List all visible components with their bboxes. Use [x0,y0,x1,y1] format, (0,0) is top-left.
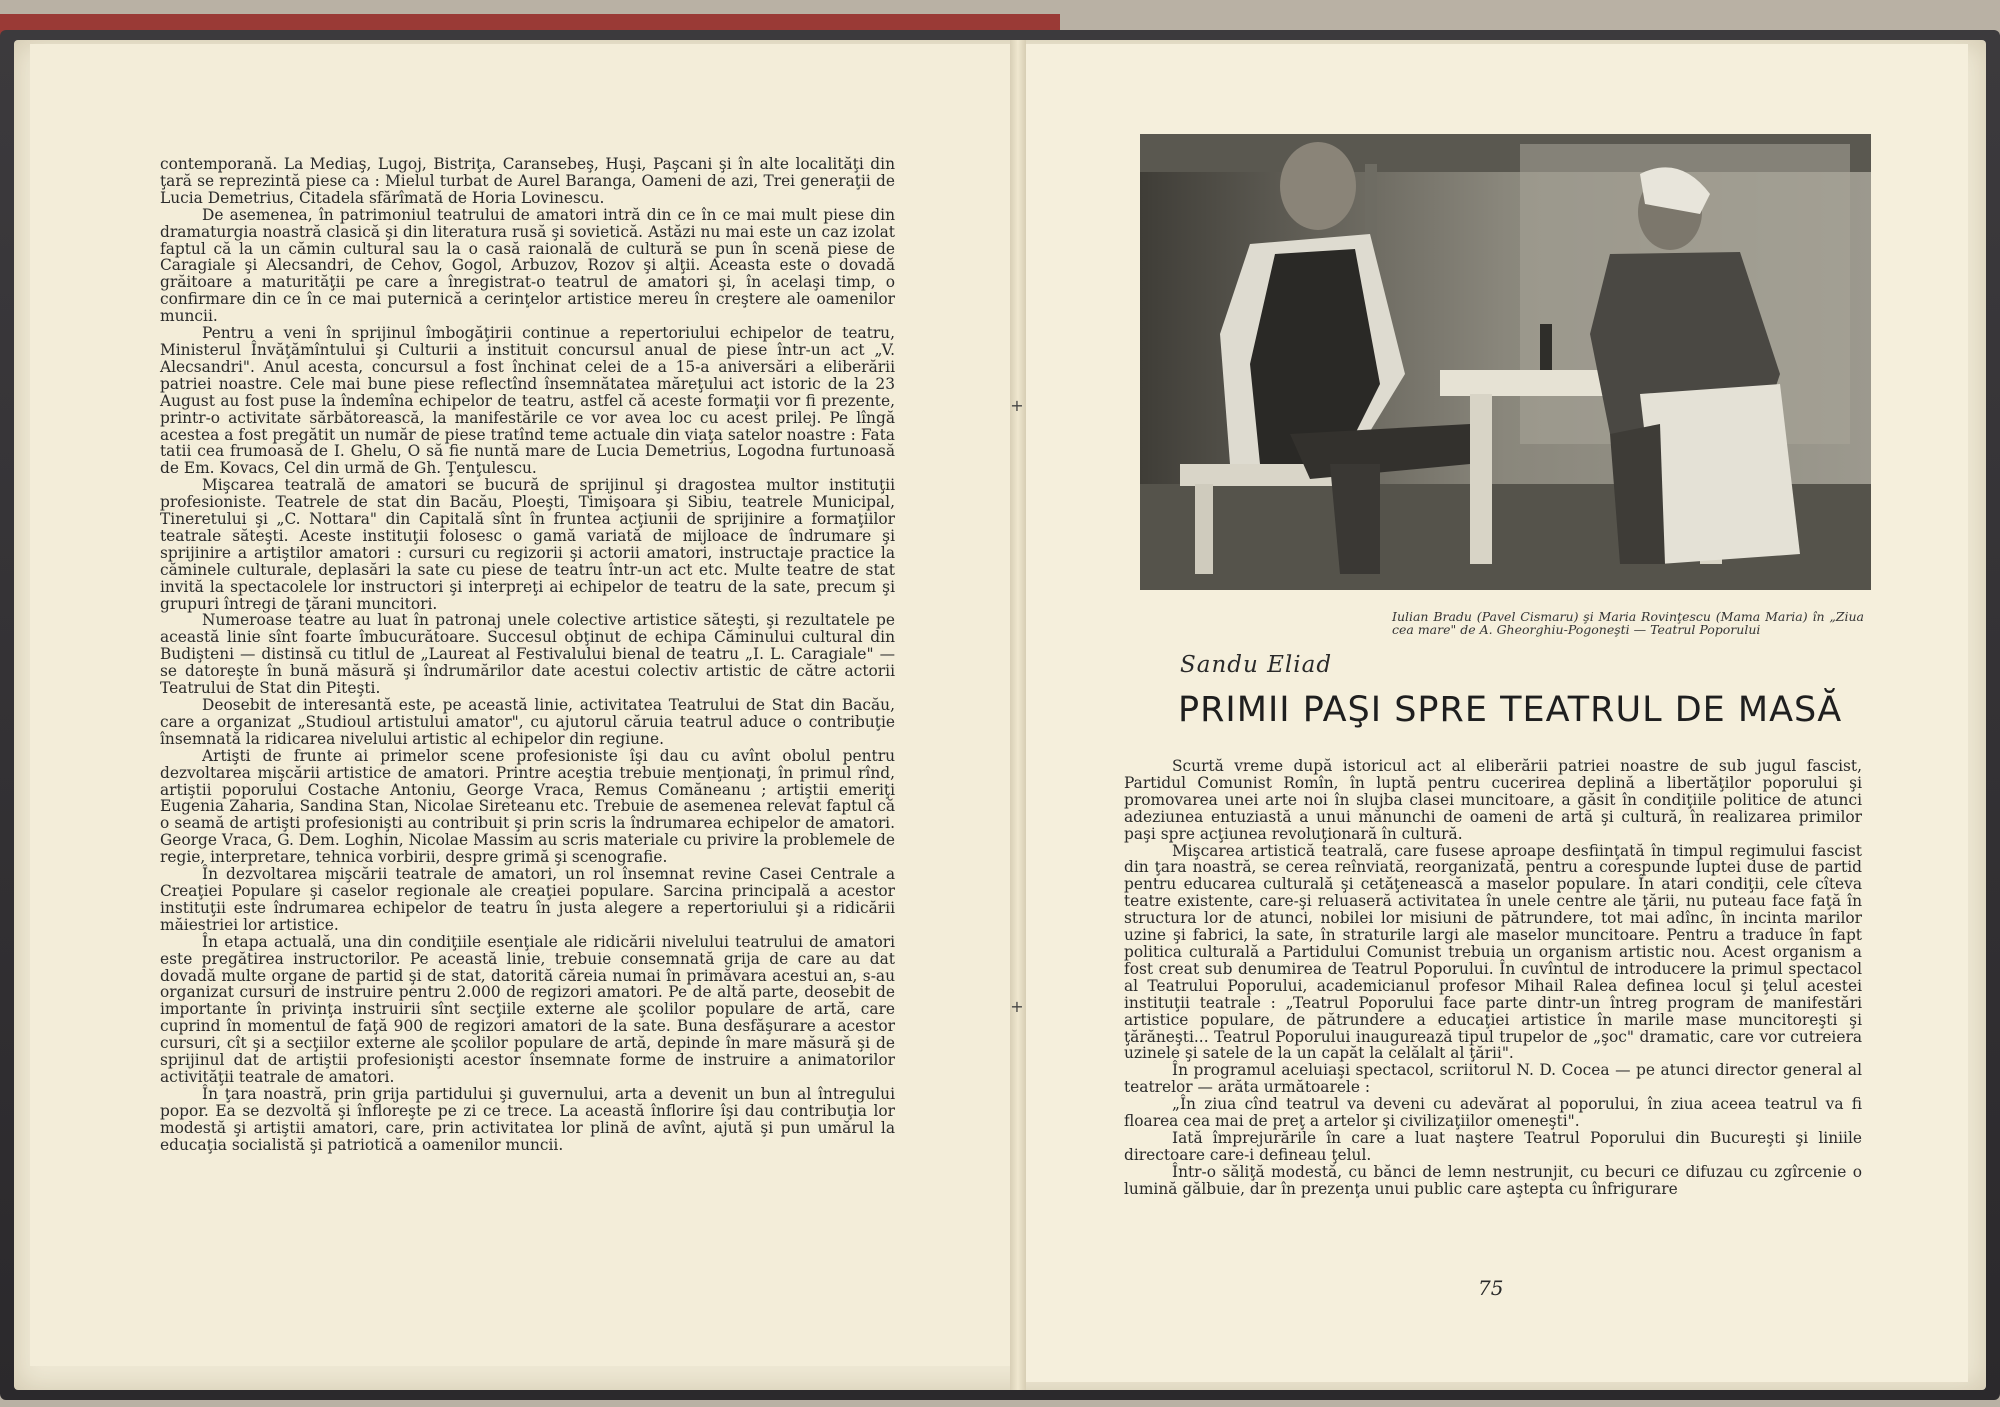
paragraph: În dezvoltarea mişcării teatrale de amatori, un rol însemnat revine Casei Centrale a Creaţiei Populare şi caselor regionale ale creaţiei populare. Sarcina principală a acestor instituţii este îndrumarea echipelor de teatru în justa alegere a repertoriului şi a ridicării măiestriei lor artistice. [160,865,895,934]
article-author: Sandu Eliad [1180,652,1333,678]
photo-caption: Iulian Bradu (Pavel Cismaru) şi Maria Rovinţescu (Mama Maria) în „Ziua cea mare" de A. Gheorghiu-Pogoneşti — Teatrul Poporului [1392,609,1864,637]
paragraph: „În ziua cînd teatrul va deveni cu adevărat al poporului, în ziua aceea teatrul va fi floarea cea mai de preţ a artelor şi civilizaţiilor omeneşti". [1124,1095,1862,1131]
paragraph: Deosebit de interesantă este, pe această linie, activitatea Teatrului de Stat din Bacău, care a organizat „Studioul artistului amator", cu ajutorul căruia teatrul aduce o contribuţie însemnată la ridicarea nivelului artistic al echipelor din regiune. [160,696,895,748]
paragraph: contemporană. La Mediaş, Lugoj, Bistriţa, Caransebeş, Huşi, Paşcani şi în alte localităţi din ţară se reprezintă piese ca : Mielul turbat de Aurel Baranga, Oameni de azi, Trei generaţii de Lucia Demetrius, Citadela sfărîmată de Horia Lovinescu. [160,155,895,207]
paragraph: Într-o săliţă modestă, cu bănci de lemn nestrunjit, cu becuri ce difuzau cu zgîrcenie o lumină gălbuie, dar în prezenţa unui public care aştepta cu înfrigurare [1124,1162,1862,1198]
right-page-text-column [1124,758,1862,1198]
paragraph: Mişcarea teatrală de amatori se bucură de sprijinul şi dragostea multor instituţii profesioniste. Teatrele de stat din Bacău, Ploeşti, Timişoara şi Sibiu, teatrele Municipal, Tineretului şi „C. Nottara" din Capitală sînt în fruntea acţiunii de sprijinire a formaţiilor teatrale săteşti. Aceste instituţii folosesc o gamă variată de mijloace de îndrumare şi sprijinire a artiştilor amatori : cursuri cu regizorii şi actorii amatori, instructaje practice la căminele culturale, deplasări la sate cu piese de teatru într-un act etc. Multe teatre de stat invită la spectacolele lor instructori şi interpreţi ai echipelor de teatru de la sate, precum şi grupuri întregi de ţărani muncitori. [160,476,895,613]
paragraph: Mişcarea artistică teatrală, care fusese aproape desfiinţată în timpul regimului fascist din ţara noastră, se cerea reînviată, reorganizată, pentru a corespunde luptei duse de partid pentru educarea culturală şi cetăţenească a maselor populare. În atari condiţii, cele cîteva teatre existente, care-şi reluaseră activitatea în unele centre ale ţării, nu puteau face faţă în structura lor de atunci, nobilei lor misiuni de pătrundere, tot mai adînc, în incinta marilor uzine şi fabrici, la sate, în straturile largi ale maselor muncitoare. Pentru a traduce în fapt politica culturală a Partidului Comunist trebuia un organism artistic nou. Acest organism a fost creat sub denumirea de Teatrul Poporului. În cuvîntul de introducere la primul spectacol al Teatrului Poporului, academicianul profesor Mihail Ralea definea locul şi ţelul acestei instituţii teatrale : „Teatrul Poporului face parte dintr-un întreg program de manifestări artistice populare, de pătrundere a educaţiei artistice în marile mase muncitoreşti şi ţărăneşti... Teatrul Poporului inaugurează tipul trupelor de „şoc" dramatic, care vor cutreiera uzinele şi satele de la un capăt la celălalt al ţării". [1124,841,1862,1063]
paragraph: Artişti de frunte ai primelor scene profesioniste îşi dau cu avînt obolul pentru dezvoltarea mişcării artistice de amatori. Printre aceştia trebuie menţionaţi, în primul rînd, artiştii poporului Costache Antoniu, George Vraca, Remus Comăneanu ; artiştii emeriţi Eugenia Zaharia, Sandina Stan, Nicolae Sireteanu etc. Trebuie de asemenea relevat faptul că o seamă de artişti profesionişti au contribuit şi prin scris la îndrumarea echipelor de amatori. George Vraca, G. Dem. Loghin, Nicolae Massim au scris materiale cu privire la problemele de regie, interpretare, tehnica vorbirii, despre grimă şi scenografie. [160,746,895,867]
left-page-text-column [160,156,895,1153]
paragraph: Pentru a veni în sprijinul îmbogăţirii continue a repertoriului echipelor de teatru, Ministerul Învăţămîntului şi Culturii a instituit concursul anual de piese într-un act „V. Alecsandri". Anul acesta, concursul a fost închinat celei de a 15-a aniversări a eliberării patriei noastre. Cele mai bune piese reflectînd însemnătatea măreţului act istoric de la 23 August au fost puse la îndemîna echipelor de teatru, astfel că aceste formaţii vor fi prezente, printr-o activitate sărbătorească, la manifestările ce vor avea loc cu acest prilej. Pe lîngă acestea a fost pregătit un număr de piese tratînd teme actuale din viaţa satelor noastre : Fata tatii cea frumoasă de I. Ghelu, O să fie nuntă mare de Lucia Demetrius, Logodna furtunoasă de Em. Kovacs, Cel din urmă de Gh. Ţenţulescu. [160,324,895,478]
book-gutter [1010,40,1026,1390]
paragraph: În ţara noastră, prin grija partidului şi guvernului, arta a devenit un bun al întregului popor. Ea se dezvoltă şi înfloreşte pe zi ce trece. La această înflorire îşi dau contribuţia lor modestă şi artiştii amatori, care, prin activitatea lor plină de avînt, ajută şi pun umărul la educaţia socialistă şi patriotică a oamenilor muncii. [160,1084,895,1154]
paragraph: Iată împrejurările în care a luat naştere Teatrul Poporului din Bucureşti şi liniile directoare care-i defineau ţelul. [1124,1128,1862,1164]
binding-stitch-mark: + [1010,997,1024,1016]
theatre-scene-photo [1140,134,1871,590]
paragraph: Numeroase teatre au luat în patronaj unele colective artistice săteşti, şi rezultatele pe această linie sînt foarte îmbucurătoare. Succesul obţinut de echipa Căminului cultural din Budişteni — distinsă cu titlul de „Laureat al Festivalului bienal de teatru „I. L. Caragiale" — se datoreşte în bună măsură şi îndrumărilor date acestui colectiv artistic de către actorii Teatrului de Stat din Piteşti. [160,611,895,698]
paragraph: În programul aceluiaşi spectacol, scriitorul N. D. Cocea — pe atunci director general al teatrelor — arăta următoarele : [1124,1061,1862,1097]
binding-stitch-mark: + [1010,396,1024,415]
page-number: 75 [1478,1276,1504,1300]
paragraph: De asemenea, în patrimoniul teatrului de amatori intră din ce în ce mai mult piese din dramaturgia noastră clasică şi din literatura rusă şi sovietică. Astăzi nu mai este un caz izolat faptul că la un cămin cultural sau la o casă raională de cultură se pun în scenă piese de Caragiale şi Alecsandri, de Cehov, Gogol, Arbuzov, Rozov şi alţii. Aceasta este o dovadă grăitoare a maturităţii pe care a înregistrat-o teatrul de amatori şi, în acelaşi timp, o confirmare din ce în ce mai puternică a cerinţelor artistice mereu în creştere ale oamenilor muncii. [160,205,895,326]
paragraph: În etapa actuală, una din condiţiile esenţiale ale ridicării nivelului teatrului de amatori este pregătirea instructorilor. Pe această linie, trebuie consemnată grija de care au dat dovadă multe organe de partid şi de stat, datorită căreia numai în primăvara acestui an, s-au organizat cursuri de instruire pentru 2.000 de regizori amatori. Pe de altă parte, deosebit de importante în privinţa instruirii sînt secţiile externe ale şcolilor populare de artă, care cuprind în momentul de faţă 900 de regizori amatori de la sate. Buna desfăşurare a acestor cursuri, cît şi a secţiilor externe ale şcolilor populare de artă, depinde în mare măsură şi de sprijinul dat de artiştii profesionişti acestor însemnate forme de instruire a animatorilor activităţii teatrale de amatori. [160,932,895,1086]
paragraph: Scurtă vreme după istoricul act al eliberării patriei noastre de sub jugul fascist, Partidul Comunist Romîn, în luptă pentru cucerirea deplină a libertăţilor poporului şi promovarea unei arte noi în slujba clasei muncitoare, a găsit în condiţiile politice de atunci adeziunea entuziastă a unui mănunchi de oameni de artă şi cultură, în realizarea primilor paşi spre acţiunea revoluţionară în cultură. [1124,757,1862,843]
article-title: PRIMII PAŞI SPRE TEATRUL DE MASĂ [1178,690,1843,730]
